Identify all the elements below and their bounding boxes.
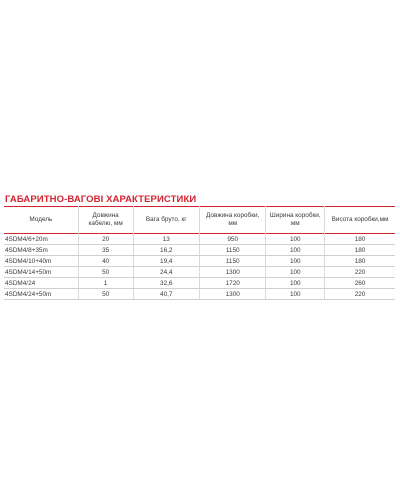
cable-length-cell: 50 bbox=[78, 267, 133, 278]
gross-weight-cell: 13 bbox=[133, 234, 199, 245]
cable-length-cell: 40 bbox=[78, 256, 133, 267]
gross-weight-cell: 40,7 bbox=[133, 289, 199, 300]
box-width-cell: 100 bbox=[266, 245, 325, 256]
table-row bbox=[4, 234, 395, 245]
gross-weight-cell: 24,4 bbox=[133, 267, 199, 278]
table-row bbox=[4, 267, 395, 278]
box-length-cell: 1720 bbox=[199, 278, 265, 289]
column-header-box-height: Висота коробки,мм bbox=[331, 216, 389, 223]
cable-length-cell: 1 bbox=[78, 278, 133, 289]
model-cell: 4SDM4/24 bbox=[4, 278, 78, 289]
box-height-cell: 180 bbox=[325, 256, 395, 267]
specs-table-container bbox=[4, 206, 395, 300]
model-cell: 4SDM4/6+20m bbox=[4, 234, 78, 245]
box-height-cell: 220 bbox=[325, 289, 395, 300]
box-height-cell: 180 bbox=[325, 234, 395, 245]
box-width-cell: 100 bbox=[266, 267, 325, 278]
column-header-model: Модель bbox=[4, 207, 78, 234]
box-width-cell: 100 bbox=[266, 256, 325, 267]
box-width-cell: 100 bbox=[266, 289, 325, 300]
gross-weight-cell: 32,6 bbox=[133, 278, 199, 289]
column-header-box-length: Довжина коробки, мм bbox=[199, 207, 265, 234]
model-cell: 4SDM4/10+40m bbox=[4, 256, 78, 267]
model-cell: 4SDM4/14+50m bbox=[4, 267, 78, 278]
cable-length-cell: 20 bbox=[78, 234, 133, 245]
box-length-cell: 1150 bbox=[199, 256, 265, 267]
box-height-cell: 220 bbox=[325, 267, 395, 278]
gross-weight-cell: 19,4 bbox=[133, 256, 199, 267]
column-header-box-width: Ширина коробки, мм bbox=[266, 207, 325, 234]
specs-table bbox=[4, 206, 395, 300]
box-length-cell: 1300 bbox=[199, 289, 265, 300]
column-header-cable-length: Довжина кабелю, мм bbox=[78, 207, 133, 234]
box-height-cell: 260 bbox=[325, 278, 395, 289]
column-header-gross-weight: Вага бруто, кг bbox=[133, 207, 199, 234]
gross-weight-cell: 16,2 bbox=[133, 245, 199, 256]
section-title: ГАБАРИТНО-ВАГОВІ ХАРАКТЕРИСТИКИ bbox=[5, 194, 197, 205]
box-length-cell: 1300 bbox=[199, 267, 265, 278]
box-length-cell: 1150 bbox=[199, 245, 265, 256]
cable-length-cell: 35 bbox=[78, 245, 133, 256]
model-cell: 4SDM4/8+35m bbox=[4, 245, 78, 256]
table-row bbox=[4, 245, 395, 256]
box-length-cell: 950 bbox=[199, 234, 265, 245]
model-cell: 4SDM4/24+50m bbox=[4, 289, 78, 300]
table-row bbox=[4, 256, 395, 267]
table-row bbox=[4, 289, 395, 300]
table-row bbox=[4, 278, 395, 289]
box-width-cell: 100 bbox=[266, 278, 325, 289]
table-header-row bbox=[4, 207, 395, 234]
box-width-cell: 100 bbox=[266, 234, 325, 245]
cable-length-cell: 50 bbox=[78, 289, 133, 300]
box-height-cell: 180 bbox=[325, 245, 395, 256]
